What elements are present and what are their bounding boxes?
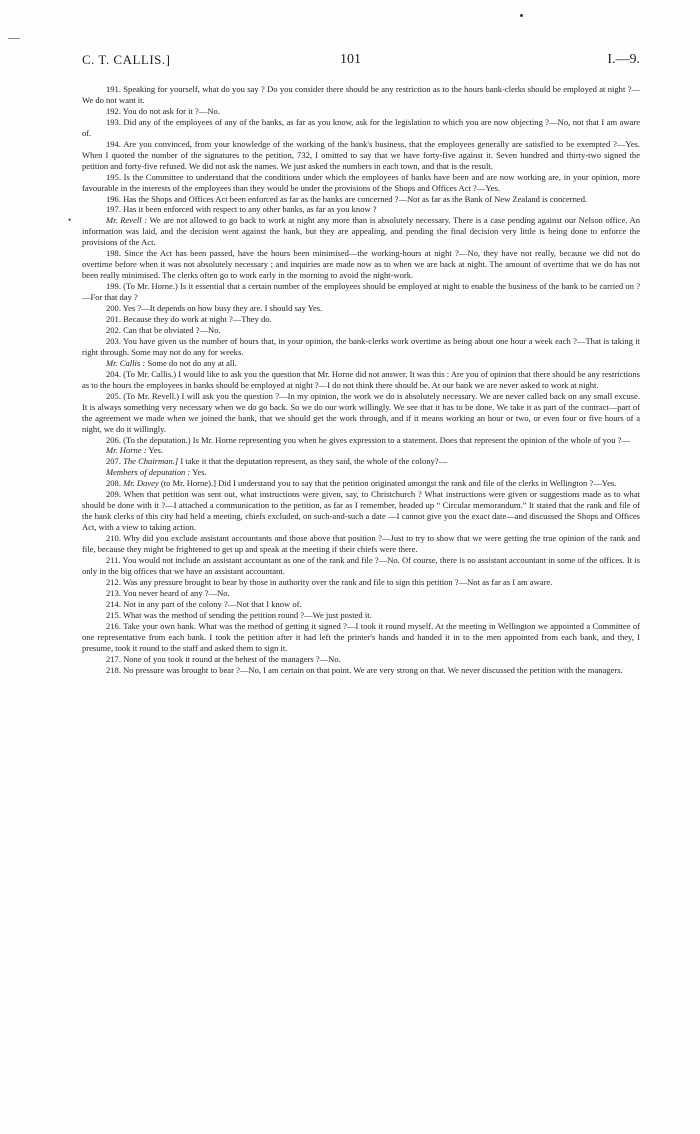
page-number: 101	[340, 52, 361, 67]
margin-rule	[8, 38, 20, 39]
ink-dot	[520, 14, 523, 17]
paragraph-198: 198. Since the Act has been passed, have the hours been minimised—the working-hours at night ?—No, they have not really, because we did not do overtime before when it was not absolutely necessary ; and inquiries are made now as to when we are back at night. The amount of overtime that we do has not been really minimised. The clerks often go to work early in the morning to avoid the night-work.	[82, 248, 640, 281]
paragraph-201: 201. Because they do work at night ?—They do.	[106, 314, 272, 325]
paragraph-193: 193. Did any of the employees of any of the banks, as far as you know, ask for the legislation to which you are now objecting ?—No, not that I am aware of.	[82, 116, 640, 138]
paragraph-213: 213. You never heard of any ?—No.	[106, 587, 230, 598]
paragraph-horne	[82, 445, 640, 456]
paragraph-205: 205. (To Mr. Revell.) I will ask you the question ?—In my opinion, the work we do is absolutely necessary. We are never called back on any small excuse. It is always something very necessary when we do go back. So we do our work willingly. We see that it has to be done. We take it as part of the contract—part of the agreement we made when we joined the bank, that we should get the work through, and if it means working an hour or two, or even four or five hours of a night, we do it willingly.	[82, 390, 640, 434]
paragraph-203: 203. You have given us the number of hours that, in your opinion, the bank-clerks work overtime as being about one hour a week each ?—That is taking it right through. Some may not do any for weeks.	[82, 335, 640, 357]
paragraph-199: 199. (To Mr. Horne.) Is it essential that a certain number of the employees should be employed at night to enable the business of the bank to be carried on ?—For that day ?	[82, 281, 640, 303]
paragraph-197: 197. Has it been enforced with respect to any other banks, as far as you know ?	[106, 204, 377, 215]
paragraph-215: 215. What was the method of sending the petition round ?—We just posted it.	[106, 609, 372, 620]
davey-tail: (to Mr. Horne).]	[160, 478, 216, 489]
paragraph-211: 211. You would not include an assistant accountant as one of the rank and file ?—No. Of course, there is no assistant accountant in some of the offices. It is only in the big offices that we have an assistant accountant.	[82, 554, 640, 576]
paragraph-217: 217. None of you took it round at the behest of the managers ?—No.	[106, 653, 341, 664]
speaker-horne: Mr. Horne :	[106, 445, 147, 456]
paragraph-191: 191. Speaking for yourself, what do you say ? Do you consider there should be any restriction as to the hours bank-clerks should be employed at night ?—We do not want it.	[82, 84, 640, 105]
speaker-members: Members of deputation :	[106, 467, 191, 478]
paragraph-218: 218. No pressure was brought to bear ?—No, I am certain on that point. We are very strong on that. We never discussed the petition with the managers.	[106, 664, 623, 675]
paragraph-208	[82, 478, 640, 489]
paragraph-216: 216. Take your own bank. What was the method of getting it signed ?—I took it round myself. At the meeting in Wellington we appointed a Committee of one representative from each bank. I took the petition after it had left the printer's hands and handed it in to the men appointed from each bank, and they, I presume, took it round to the staff and asked them to sign it.	[82, 620, 640, 653]
davey-question: Did I understand you to say that the petition originated amongst the rank and file of the clerks in Wellington ?—Yes.	[218, 478, 617, 489]
page-header	[82, 52, 640, 70]
callis-answer: Some do not do any at all.	[147, 357, 237, 368]
horne-answer: Yes.	[148, 445, 163, 456]
speaker-callis: Mr. Callis :	[106, 357, 146, 368]
header-witness: C. T. CALLIS.]	[82, 52, 171, 67]
speaker-davey: Mr. Davey	[123, 478, 159, 489]
paragraph-210: 210. Why did you exclude assistant accountants and those above that position ?—Just to try to show that we were getting the true opinion of the rank and file, because they might be frightened to get up and speak at the meeting if their chiefs were there.	[82, 533, 640, 555]
paragraph-209: 209. When that petition was sent out, what instructions were given, say, to Christchurch ? What instructions were given or suggestions made as to what should be done with it ?—I attached a communication to the petition, as far as I remember, headed up “ Circular memorandum.” It stated that the rank and file of the bank clerks of this city had held a meeting, chiefs excluded, on such-and-such a date —I cannot give you the exact date—and discussed the Shops and Offices Act, with a view to taking action.	[82, 489, 640, 533]
paragraph-revell	[82, 215, 640, 248]
document-body	[82, 84, 640, 675]
chairman-question: I take it that the deputation represent, as they said, the whole of the colony?—	[180, 456, 448, 467]
paragraph-194: 194. Are you convinced, from your knowledge of the working of the bank's business, that the employees generally are satisfied to be exempted ?—Yes. When I quoted the number of the signatures to the petition, 732, I omitted to say that we have forty-five against it. Seven hundred and thirty-two signed the petition and forty-five refused. We did not ask the names. We just asked the numbers in each town, and that is the result.	[82, 138, 640, 171]
paragraph-207	[82, 456, 640, 467]
revell-answer: We are not allowed to go back to work at night any more than is absolutely necessary. There is a case pending against our Nelson office. An information was laid, and the decision went against the bank, but they are appealing, and pending the final decision very little is being done to enforce the provisions of the Act.	[82, 215, 640, 248]
speaker-chairman: The Chairman.]	[123, 456, 179, 467]
document-page	[82, 52, 640, 675]
members-answer: Yes.	[192, 467, 207, 478]
paragraph-195: 195. Is the Committee to understand that the conditions under which the employees of banks have been and are now working are, in your opinion, more favourable in the interests of the employees than they would be under the provisions of the Shops and Offices Act ?—Yes.	[82, 171, 640, 193]
paragraph-214: 214. Not in any part of the colony ?—Not that I know of.	[106, 598, 302, 609]
paragraph-192: 192. You do not ask for it ?—No.	[106, 105, 220, 116]
speaker-revell: Mr. Revell :	[106, 215, 148, 226]
margin-tick: •	[68, 215, 72, 225]
paragraph-202: 202. Can that be obviated ?—No.	[106, 324, 221, 335]
paragraph-members	[82, 467, 640, 478]
header-reference: I.—9.	[607, 52, 640, 67]
paragraph-196: 196. Has the Shops and Offices Act been enforced as far as the banks are concerned ?—Not as far as the Bank of New Zealand is concerned.	[106, 193, 588, 204]
num-207: 207.	[106, 456, 121, 467]
paragraph-204: 204. (To Mr. Callis.) I would like to ask you the question that Mr. Horne did not answer. It was this : Are you of opinion that there should be any restrictions as to the hours the employees in banks should be employed at night ?—I do not think there should be. At our bank we are never asked to work at night.	[82, 368, 640, 390]
paragraph-callis	[82, 358, 640, 369]
num-208: 208.	[106, 478, 121, 489]
paragraph-212: 212. Was any pressure brought to bear by those in authority over the rank and file to sign this petition ?—Not as far as I am aware.	[106, 576, 553, 587]
paragraph-206: 206. (To the deputation.) Is Mr. Horne representing you when he gives expression to a statement. Does that represent the opinion of the whole of you ?—	[106, 434, 630, 445]
paragraph-200: 200. Yes ?—It depends on how busy they are. I should say Yes.	[106, 303, 323, 314]
